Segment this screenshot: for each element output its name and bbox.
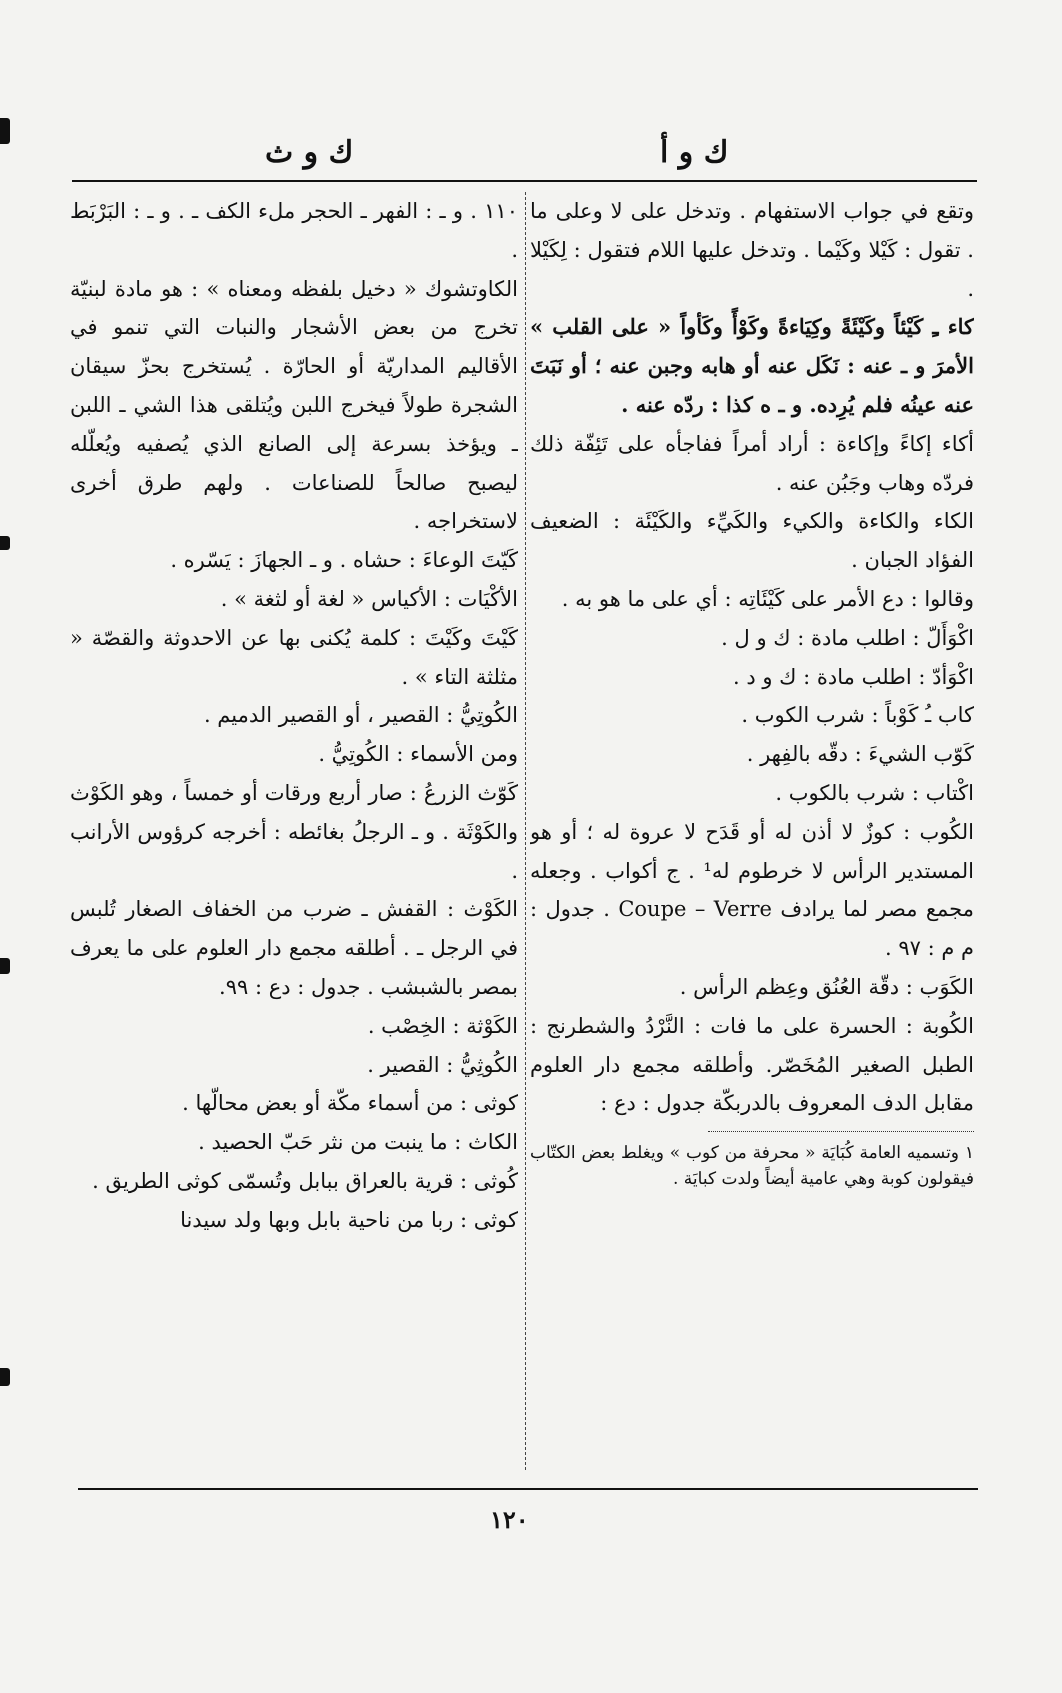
entry-paragraph: وتقع في جواب الاستفهام . وتدخل على لا وعلى ما . تقول : كَيْلا وكَيْما . وتدخل عليها اللام فتقول : لِكَيْلا . — [530, 199, 974, 301]
entry-paragraph: الكُوبة : الحسرة على ما فات : النَّرْدُ والشطرنج : الطبل الصغير المُخَصّر. وأطلقه مجمع دار العلوم مقابل الدف المعروف بالدربكّة جدول : دع : — [530, 1013, 974, 1116]
entry-paragraph: الكُوثِيُّ : القصير . — [367, 1052, 518, 1077]
scan-edge-mark — [0, 1368, 10, 1386]
entry-paragraph: الكَوْث : القفش ـ ضرب من الخفاف الصغار تُلبس في الرجل ـ . أطلقه مجمع دار العلوم على ما يعرف بمصر بالشبشب . جدول : دع : ٩٩. — [70, 897, 518, 999]
entry-paragraph: كاء ـِ كَيْئاً وكَيْئَةً وكِيَاءةً وكَوْأً وكَأواً « على القلب » الأمرَ و ـ عنه : نَكَل عنه أو هابه وجبن عنه ؛ أو نَبَتَ عنه عينُه فلم يُرِده. و ـ ه كذا : ردّه عنه . — [530, 314, 974, 417]
header-rule — [72, 180, 977, 182]
column-separator — [525, 192, 526, 1470]
entry-paragraph: كوثى : ربا من ناحية بابل وبها ولد سيدنا — [180, 1207, 518, 1232]
entry-paragraph: الكَوْثة : الخِصْب . — [367, 1013, 518, 1038]
entry-paragraph: الكُوب : كوزٌ لا أذن له أو قَدَح لا عروة له ؛ أو هو المستدير الرأس لا خرطوم له¹ . ج أكواب . وجعله مجمع مصر لما يرادف Coupe – Verre . جدول : م م : ٩٧ . — [530, 819, 974, 961]
entry-paragraph: اكْتاب : شرب بالكوب . — [775, 780, 974, 805]
entry-paragraph: كاب ـُ كَوْباً : شرب الكوب . — [741, 703, 974, 728]
entry-paragraph: أكاء إكاءً وإكاءة : أراد أمراً ففاجأه على تَئِفّة ذلك فردّه وهاب وجَبُن عنه . — [530, 431, 974, 495]
entry-paragraph: كَيّتَ الوعاءَ : حشاه . و ـ الجهازَ : يَسّره . — [170, 548, 518, 573]
entry-paragraph: اكْوَأدّ : اطلب مادة : ك و د . — [732, 664, 974, 689]
entry-paragraph: ١١٠ . و ـ : الفهر ـ الحجر ملء الكف ـ . و ـ : البَرْبَط . — [70, 199, 518, 262]
entry-paragraph: كُوثى : قرية بالعراق ببابل وتُسمّى كوثى الطريق . — [92, 1168, 518, 1193]
entry-paragraph: كَيْتَ وكَيْتَ : كلمة يُكنى بها عن الاحدوثة والقصّة « مثلثة التاء » . — [70, 625, 518, 689]
page-number: ١٢٠ — [490, 1505, 529, 1534]
footnote: ١ وتسميه العامة كُبَايَة « محرفة من كوب » ويغلط بعض الكتّاب فيقولون كوبة وهي عامية أيضاً ولدت كبايَة . — [530, 1143, 974, 1190]
entry-paragraph: كَوّب الشيءَ : دقّه بالفِهر . — [746, 742, 974, 767]
scan-edge-mark — [0, 118, 10, 144]
entry-paragraph: ومن الأسماء : الكُوتِيُّ . — [318, 742, 518, 767]
entry-paragraph: الكَوَب : دقّة العُنُق وعِظم الرأس . — [679, 974, 974, 999]
entry-paragraph: اكْوَأَلّ : اطلب مادة : ك و ل . — [721, 625, 974, 650]
entry-paragraph: كَوّث الزرعُ : صار أربع ورقات أو خمساً ، وهو الكَوْث والكَوْثَة . و ـ الرجلُ بغائطه : أخرجه كرؤوس الأرانب . — [70, 780, 518, 883]
entry-paragraph: وقالوا : دع الأمر على كَيْئَاتِه : أي على ما هو به . — [561, 586, 974, 611]
footnote-rule — [708, 1131, 974, 1132]
scan-edge-mark — [0, 536, 10, 550]
entry-paragraph: الأكْيَات : الأكياس « لغة أو لثغة » . — [220, 586, 518, 611]
root-header-right: ك و أ — [660, 135, 729, 170]
footer-rule — [78, 1488, 978, 1490]
entry-paragraph: الكاء والكاءة والكيء والكَيِّء والكَيْئَة : الضعيف الفؤاد الجبان . — [530, 509, 974, 573]
root-header-left: ك و ث — [265, 135, 354, 170]
entry-paragraph: الكُوتِيُّ : القصير ، أو القصير الدميم . — [203, 703, 518, 728]
scan-edge-mark — [0, 958, 10, 974]
entry-paragraph: كوثى : من أسماء مكّة أو بعض محالّها . — [182, 1091, 518, 1116]
entry-paragraph: الكاث : ما ينبت من نثر حَبّ الحصيد . — [198, 1130, 518, 1155]
left-column — [70, 192, 518, 1472]
entry-paragraph: الكاوتشوك « دخيل بلفظه ومعناه » : هو مادة لبنيّة تخرج من بعض الأشجار والنبات التي تنمو في الأقاليم المداريّة أو الحارّة . يُستخرج بحزّ سيقان الشجرة طولاً فيخرج اللبن ويُتلقى هذا الشي ـ اللبن ـ ويؤخذ بسرعة إلى الصانع الذي يُصفيه ويُعلّله ليصبح صالحاً للصناعات . ولهم طرق أخرى لاستخراجه . — [70, 276, 518, 534]
right-column — [530, 192, 974, 1472]
